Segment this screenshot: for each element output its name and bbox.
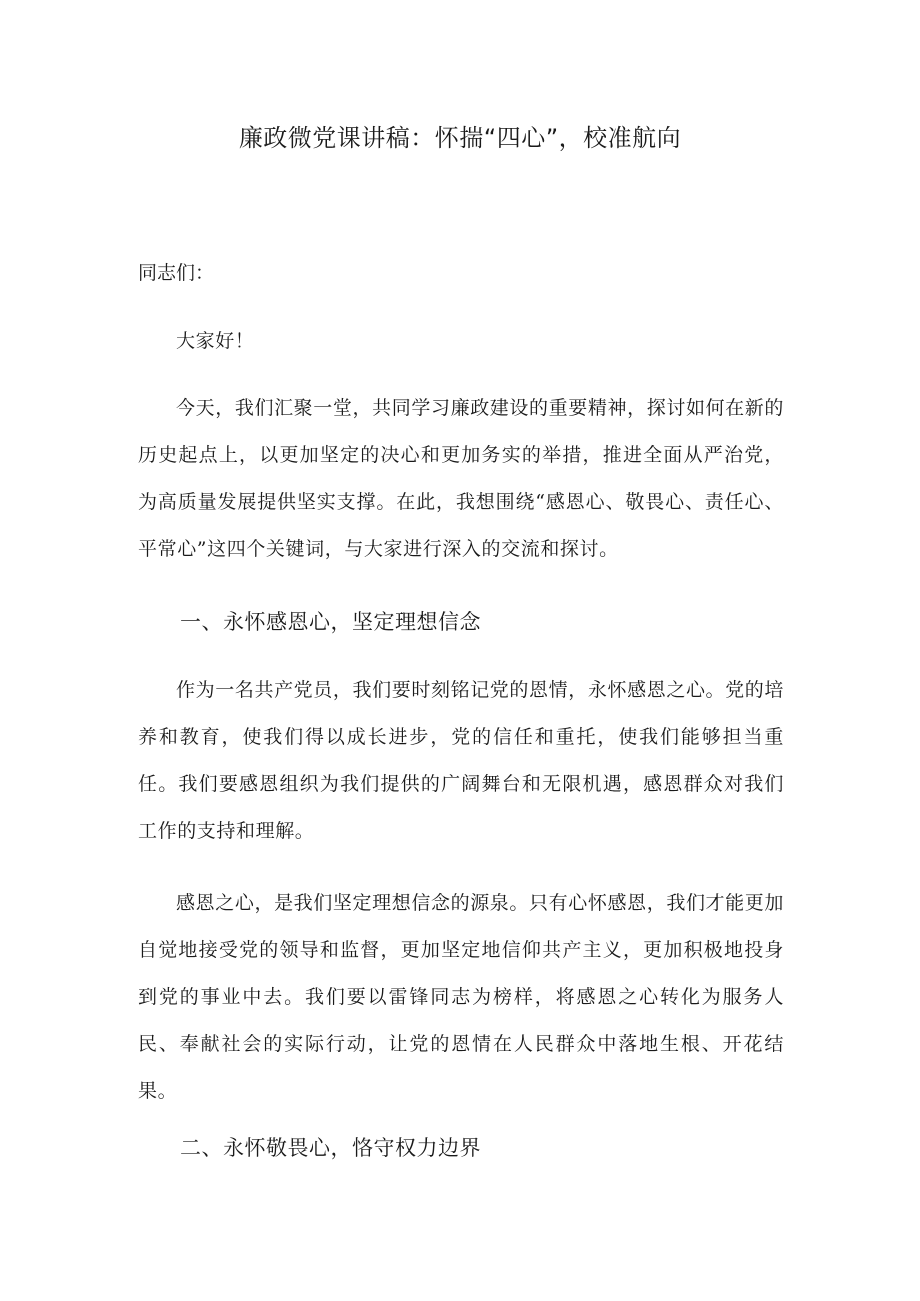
intro-paragraph: 今天，我们汇聚一堂，共同学习廉政建设的重要精神，探讨如何在新的历史起点上，以更加坚定的决心和更加务实的举措，推进全面从严治党，为高质量发展提供坚实支撑。在此，我想围绕“感恩心、敬畏心、责任心、平常心”这四个关键词，与大家进行深入的交流和探讨。 bbox=[138, 397, 784, 560]
greeting: 大家好！ bbox=[176, 330, 255, 352]
section-2-heading: 二、永怀敬畏心，恪守权力边界 bbox=[180, 1136, 481, 1160]
document-title: 廉政微党课讲稿：怀揣“四心”，校准航向 bbox=[238, 124, 682, 152]
section-1-paragraph-1: 作为一名共产党员，我们要时刻铭记党的恩情，永怀感恩之心。党的培养和教育，使我们得以成长进步，党的信任和重托，使我们能够担当重任。我们要感恩组织为我们提供的广阔舞台和无限机遇，感恩群众对我们工作的支持和理解。 bbox=[138, 679, 784, 842]
salutation: 同志们： bbox=[138, 262, 215, 284]
section-1-heading: 一、永怀感恩心，坚定理想信念 bbox=[180, 610, 481, 634]
section-1-paragraph-2: 感恩之心，是我们坚定理想信念的源泉。只有心怀感恩，我们才能更加自觉地接受党的领导和监督，更加坚定地信仰共产主义，更加积极地投身到党的事业中去。我们要以雷锋同志为榜样，将感恩之心转化为服务人民、奉献社会的实际行动，让党的恩情在人民群众中落地生根、开花结果。 bbox=[138, 892, 784, 1102]
